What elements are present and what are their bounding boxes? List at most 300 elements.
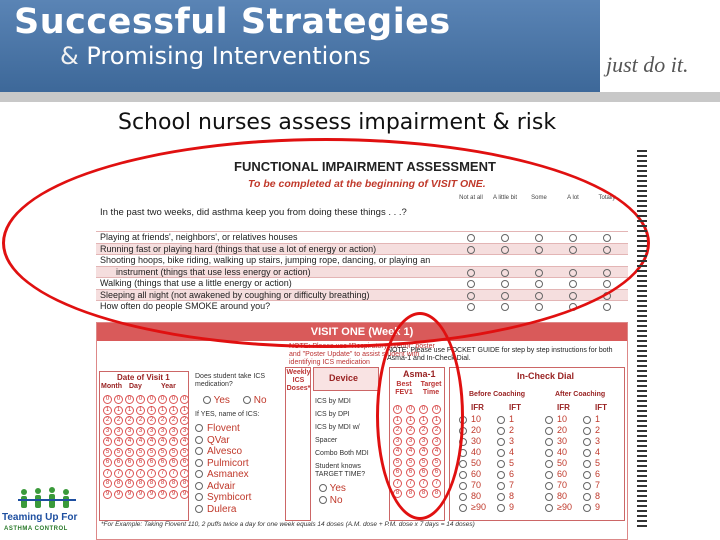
- spiral-ring: [637, 235, 647, 237]
- digit-bubble[interactable]: 3: [406, 437, 415, 446]
- digit-bubble[interactable]: 0: [393, 405, 402, 414]
- dial-value: 50: [557, 458, 568, 468]
- date-col-year: Year: [161, 383, 176, 390]
- dial-value: 50: [471, 458, 482, 468]
- digit-bubble[interactable]: 1: [419, 416, 428, 425]
- incheck-header: In-Check Dial: [517, 371, 575, 381]
- digit-bubble[interactable]: 7: [136, 469, 145, 478]
- ics-no: No: [243, 395, 267, 407]
- dial-value: 6: [509, 469, 515, 479]
- dial-value: 2: [509, 425, 515, 435]
- digit-bubble[interactable]: 6: [136, 458, 145, 467]
- digit-bubble[interactable]: 7: [114, 469, 123, 478]
- digit-bubble[interactable]: 2: [136, 416, 145, 425]
- dial-radio[interactable]: [545, 427, 553, 435]
- spiral-ring: [637, 425, 647, 427]
- ics-radio[interactable]: [195, 447, 203, 455]
- digit-bubble[interactable]: 2: [103, 416, 112, 425]
- dial-value: 60: [471, 469, 482, 479]
- dial-value: 30: [471, 436, 482, 446]
- digit-bubble[interactable]: 0: [158, 395, 167, 404]
- spiral-ring: [637, 435, 647, 437]
- digit-bubble[interactable]: 6: [103, 458, 112, 467]
- digit-bubble[interactable]: 4: [169, 437, 178, 446]
- asma-col-best: Best FEV1: [395, 381, 413, 396]
- digit-bubble[interactable]: 1: [125, 406, 134, 415]
- digit-bubble[interactable]: 8: [136, 479, 145, 488]
- digit-bubble[interactable]: 8: [147, 479, 156, 488]
- dial-radio[interactable]: [583, 460, 591, 468]
- spiral-ring: [637, 525, 647, 527]
- dial-radio[interactable]: [545, 471, 553, 479]
- spiral-ring: [637, 475, 647, 477]
- digit-bubble[interactable]: 2: [406, 426, 415, 435]
- spiral-ring: [637, 465, 647, 467]
- dial-value: 40: [557, 447, 568, 457]
- dial-value: 5: [595, 458, 601, 468]
- dial-radio[interactable]: [545, 438, 553, 446]
- spiral-ring: [637, 240, 647, 242]
- digit-bubble[interactable]: 8: [125, 479, 134, 488]
- digit-bubble[interactable]: 8: [406, 489, 415, 498]
- digit-bubble[interactable]: 0: [432, 405, 441, 414]
- digit-bubble[interactable]: 9: [147, 490, 156, 499]
- dial-radio[interactable]: [583, 449, 591, 457]
- teaming-up-logo: [0, 486, 96, 540]
- fia-row-label: instrument (things that use less energy or action): [116, 266, 311, 277]
- digit-bubble[interactable]: 1: [169, 406, 178, 415]
- dial-value: 6: [595, 469, 601, 479]
- dial-radio[interactable]: [545, 482, 553, 490]
- digit-bubble[interactable]: 8: [114, 479, 123, 488]
- spiral-ring: [637, 350, 647, 352]
- digit-bubble[interactable]: 4: [125, 437, 134, 446]
- spiral-ring: [637, 170, 647, 172]
- dial-value: 8: [595, 491, 601, 501]
- dial-radio[interactable]: [583, 471, 591, 479]
- digit-bubble[interactable]: 2: [158, 416, 167, 425]
- radio-no[interactable]: [243, 396, 251, 404]
- dial-radio[interactable]: [497, 493, 505, 501]
- ics-option: Symbicort: [195, 492, 251, 504]
- digit-bubble[interactable]: 6: [419, 468, 428, 477]
- digit-bubble[interactable]: 0: [125, 395, 134, 404]
- dial-value: ≥90: [471, 502, 486, 512]
- dial-radio[interactable]: [583, 416, 591, 424]
- ics-radio[interactable]: [195, 424, 203, 432]
- digit-bubble[interactable]: 1: [180, 406, 189, 415]
- notebook-spiral: [636, 150, 648, 538]
- ics-radio[interactable]: [195, 470, 203, 478]
- digit-bubble[interactable]: 8: [432, 489, 441, 498]
- fia-title: FUNCTIONAL IMPAIRMENT ASSESSMENT: [234, 159, 496, 174]
- digit-bubble[interactable]: 3: [169, 427, 178, 436]
- dial-value: 20: [471, 425, 482, 435]
- spiral-ring: [637, 260, 647, 262]
- digit-bubble[interactable]: 5: [158, 448, 167, 457]
- date-col-day: Day: [129, 383, 142, 390]
- digit-bubble[interactable]: 3: [158, 427, 167, 436]
- digit-bubble[interactable]: 0: [180, 395, 189, 404]
- spiral-ring: [637, 510, 647, 512]
- digit-bubble[interactable]: 5: [406, 458, 415, 467]
- dial-radio[interactable]: [497, 438, 505, 446]
- weekly-header: Weekly ICS Doses*: [286, 369, 311, 392]
- digit-bubble[interactable]: 8: [103, 479, 112, 488]
- digit-bubble[interactable]: 3: [180, 427, 189, 436]
- ics-question: Does student take ICS medication?: [195, 373, 266, 388]
- digit-bubble[interactable]: 6: [158, 458, 167, 467]
- digit-bubble[interactable]: 6: [406, 468, 415, 477]
- digit-bubble[interactable]: 7: [406, 479, 415, 488]
- spiral-ring: [637, 320, 647, 322]
- visit-note-pocket: NOTE: Please use POCKET GUIDE for step by step instructions for both Asma-1 and In-Check Dial.: [387, 347, 613, 362]
- digit-bubble[interactable]: 9: [136, 490, 145, 499]
- digit-bubble[interactable]: 7: [169, 469, 178, 478]
- spiral-ring: [637, 480, 647, 482]
- digit-bubble[interactable]: 4: [114, 437, 123, 446]
- fia-radio[interactable]: [603, 303, 611, 311]
- digit-bubble[interactable]: 4: [103, 437, 112, 446]
- digit-bubble[interactable]: 2: [419, 426, 428, 435]
- slogan: just do it.: [606, 52, 689, 77]
- dial-radio[interactable]: [583, 438, 591, 446]
- header-banner: [0, 0, 600, 92]
- digit-bubble[interactable]: 6: [114, 458, 123, 467]
- fia-row-label: Sleeping all night (not awakened by coughing or difficulty breathing): [100, 289, 370, 300]
- digit-bubble[interactable]: 8: [393, 489, 402, 498]
- dial-radio[interactable]: [497, 416, 505, 424]
- device-list: [315, 395, 379, 460]
- spiral-ring: [637, 185, 647, 187]
- dial-radio[interactable]: [497, 504, 505, 512]
- digit-bubble[interactable]: 0: [114, 395, 123, 404]
- logo-line2: ASTHMA CONTROL: [4, 526, 68, 532]
- digit-bubble[interactable]: 5: [103, 448, 112, 457]
- fia-row-label: Walking (things that use a little energy or action): [100, 278, 292, 288]
- spiral-ring: [637, 255, 647, 257]
- digit-bubble[interactable]: 1: [103, 406, 112, 415]
- dial-radio[interactable]: [459, 504, 467, 512]
- digit-bubble[interactable]: 4: [180, 437, 189, 446]
- digit-bubble[interactable]: 5: [393, 458, 402, 467]
- spiral-ring: [637, 150, 647, 152]
- dial-radio[interactable]: [583, 482, 591, 490]
- digit-bubble[interactable]: 5: [136, 448, 145, 457]
- digit-bubble[interactable]: 3: [432, 437, 441, 446]
- spiral-ring: [637, 190, 647, 192]
- ics-option: QVar: [195, 435, 251, 447]
- digit-bubble[interactable]: 2: [180, 416, 189, 425]
- digit-bubble[interactable]: 3: [393, 437, 402, 446]
- digit-bubble[interactable]: 8: [419, 489, 428, 498]
- radio-knows-yes[interactable]: [319, 484, 327, 492]
- digit-bubble[interactable]: 0: [147, 395, 156, 404]
- spiral-ring: [637, 500, 647, 502]
- header-amp: &: [60, 42, 79, 70]
- dial-radio[interactable]: [583, 427, 591, 435]
- digit-bubble[interactable]: 4: [147, 437, 156, 446]
- dial-radio[interactable]: [497, 460, 505, 468]
- spiral-ring: [637, 505, 647, 507]
- col-not-at-all: Not at all: [459, 195, 483, 201]
- fia-row-label: Running fast or playing hard (things that use a lot of energy or action): [100, 243, 377, 254]
- spiral-ring: [637, 305, 647, 307]
- digit-bubble[interactable]: 9: [114, 490, 123, 499]
- fia-instruction: To be completed at the beginning of VISIT ONE.: [248, 178, 486, 190]
- dial-radio[interactable]: [545, 493, 553, 501]
- digit-bubble[interactable]: 7: [125, 469, 134, 478]
- spiral-ring: [637, 205, 647, 207]
- spiral-ring: [637, 165, 647, 167]
- digit-bubble[interactable]: 6: [432, 468, 441, 477]
- fia-row-label: Playing at friends', neighbors', or relatives houses: [100, 232, 298, 242]
- digit-bubble[interactable]: 1: [393, 416, 402, 425]
- spiral-ring: [637, 290, 647, 292]
- digit-bubble[interactable]: 1: [147, 406, 156, 415]
- digit-bubble[interactable]: 1: [158, 406, 167, 415]
- digit-bubble[interactable]: 2: [147, 416, 156, 425]
- digit-bubble[interactable]: 4: [393, 447, 402, 456]
- spiral-ring: [637, 330, 647, 332]
- dial-value: 80: [557, 491, 568, 501]
- digit-bubble[interactable]: 6: [169, 458, 178, 467]
- digit-bubble[interactable]: 5: [147, 448, 156, 457]
- digit-bubble[interactable]: 2: [393, 426, 402, 435]
- digit-bubble[interactable]: 0: [419, 405, 428, 414]
- digit-bubble[interactable]: 2: [125, 416, 134, 425]
- spiral-ring: [637, 385, 647, 387]
- col-totally: Totally: [598, 195, 616, 201]
- spiral-ring: [637, 155, 647, 157]
- digit-bubble[interactable]: 9: [180, 490, 189, 499]
- digit-bubble[interactable]: 8: [180, 479, 189, 488]
- device-option[interactable]: ICS by MDI w/ Spacer: [315, 424, 360, 444]
- spiral-ring: [637, 380, 647, 382]
- ift-after: IFT: [595, 403, 607, 412]
- ics-option: Flovent: [195, 423, 251, 435]
- slide-title: School nurses assess impairment & risk: [118, 110, 557, 135]
- digit-bubble[interactable]: 6: [125, 458, 134, 467]
- digit-bubble[interactable]: 6: [393, 468, 402, 477]
- digit-bubble[interactable]: 7: [393, 479, 402, 488]
- dial-value: 5: [509, 458, 515, 468]
- dial-radio[interactable]: [459, 471, 467, 479]
- digit-bubble[interactable]: 3: [136, 427, 145, 436]
- ics-radio[interactable]: [195, 505, 203, 513]
- digit-bubble[interactable]: 3: [103, 427, 112, 436]
- dial-value: 8: [509, 491, 515, 501]
- device-option[interactable]: Combo Both MDI: [315, 450, 369, 457]
- dial-radio[interactable]: [545, 416, 553, 424]
- digit-bubble[interactable]: 4: [432, 447, 441, 456]
- digit-bubble[interactable]: 7: [103, 469, 112, 478]
- digit-bubble[interactable]: 1: [406, 416, 415, 425]
- digit-bubble[interactable]: 7: [147, 469, 156, 478]
- radio-knows-no[interactable]: [319, 496, 327, 504]
- ics-option: Asmanex: [195, 469, 251, 481]
- spiral-ring: [637, 440, 647, 442]
- spiral-ring: [637, 355, 647, 357]
- spiral-ring: [637, 245, 647, 247]
- knows-no: No: [319, 495, 343, 507]
- divider: [0, 92, 720, 102]
- spiral-ring: [637, 430, 647, 432]
- digit-bubble[interactable]: 4: [158, 437, 167, 446]
- spiral-ring: [637, 195, 647, 197]
- dial-value: ≥90: [557, 502, 572, 512]
- visit-one-form: [96, 322, 628, 540]
- digit-bubble[interactable]: 2: [114, 416, 123, 425]
- digit-bubble[interactable]: 7: [158, 469, 167, 478]
- after-coaching: After Coaching: [555, 391, 606, 398]
- digit-bubble[interactable]: 2: [169, 416, 178, 425]
- digit-bubble[interactable]: 5: [169, 448, 178, 457]
- dial-radio[interactable]: [459, 482, 467, 490]
- highlight-oval-asma: [376, 312, 464, 520]
- digit-bubble[interactable]: 0: [169, 395, 178, 404]
- digit-bubble[interactable]: 8: [158, 479, 167, 488]
- digit-bubble[interactable]: 7: [419, 479, 428, 488]
- spiral-ring: [637, 445, 647, 447]
- digit-bubble[interactable]: 1: [114, 406, 123, 415]
- digit-bubble[interactable]: 0: [103, 395, 112, 404]
- digit-bubble[interactable]: 5: [114, 448, 123, 457]
- dial-value: 80: [471, 491, 482, 501]
- spiral-ring: [637, 250, 647, 252]
- ics-radio[interactable]: [195, 436, 203, 444]
- dial-radio[interactable]: [545, 449, 553, 457]
- dial-radio[interactable]: [497, 471, 505, 479]
- spiral-ring: [637, 340, 647, 342]
- digit-bubble[interactable]: 2: [432, 426, 441, 435]
- dial-value: 4: [595, 447, 601, 457]
- dial-value: 60: [557, 469, 568, 479]
- digit-bubble[interactable]: 0: [136, 395, 145, 404]
- ics-radio[interactable]: [195, 459, 203, 467]
- ift-before: IFT: [509, 403, 521, 412]
- ics-radio[interactable]: [195, 482, 203, 490]
- spiral-ring: [637, 370, 647, 372]
- digit-bubble[interactable]: 3: [125, 427, 134, 436]
- digit-bubble[interactable]: 6: [147, 458, 156, 467]
- dial-radio[interactable]: [497, 449, 505, 457]
- radio-yes[interactable]: [203, 396, 211, 404]
- dial-radio[interactable]: [545, 460, 553, 468]
- spiral-ring: [637, 200, 647, 202]
- spiral-ring: [637, 415, 647, 417]
- dial-radio[interactable]: [497, 482, 505, 490]
- spiral-ring: [637, 345, 647, 347]
- spiral-ring: [637, 270, 647, 272]
- spiral-ring: [637, 470, 647, 472]
- before-coaching: Before Coaching: [469, 391, 526, 398]
- ics-radio[interactable]: [195, 493, 203, 501]
- spiral-ring: [637, 410, 647, 412]
- dial-value: 40: [471, 447, 482, 457]
- dial-radio[interactable]: [459, 460, 467, 468]
- dial-radio[interactable]: [459, 493, 467, 501]
- digit-bubble[interactable]: 9: [158, 490, 167, 499]
- spiral-ring: [637, 365, 647, 367]
- digit-bubble[interactable]: 0: [406, 405, 415, 414]
- digit-bubble[interactable]: 4: [406, 447, 415, 456]
- device-option[interactable]: ICS by MDI: [315, 398, 351, 405]
- ics-option: Dulera: [195, 504, 251, 516]
- spiral-ring: [637, 450, 647, 452]
- digit-bubble[interactable]: 9: [169, 490, 178, 499]
- spiral-ring: [637, 395, 647, 397]
- digit-bubble[interactable]: 1: [136, 406, 145, 415]
- knows-yes: Yes: [319, 483, 346, 495]
- spiral-ring: [637, 390, 647, 392]
- dial-radio[interactable]: [545, 504, 553, 512]
- fia-row-label: How often do people SMOKE around you?: [100, 301, 271, 311]
- people-icon: [16, 486, 78, 510]
- col-a-lot: A lot: [567, 195, 579, 201]
- spiral-ring: [637, 460, 647, 462]
- spiral-ring: [637, 220, 647, 222]
- ics-list: [195, 423, 251, 515]
- spiral-ring: [637, 485, 647, 487]
- ifr-before: IFR: [471, 403, 484, 412]
- asma-header: Asma-1: [403, 369, 436, 379]
- digit-bubble[interactable]: 4: [136, 437, 145, 446]
- dial-value: 4: [509, 447, 515, 457]
- spiral-ring: [637, 275, 647, 277]
- digit-bubble[interactable]: 8: [169, 479, 178, 488]
- digit-bubble[interactable]: 7: [432, 479, 441, 488]
- digit-bubble[interactable]: 3: [147, 427, 156, 436]
- dial-radio[interactable]: [583, 504, 591, 512]
- digit-bubble[interactable]: 4: [419, 447, 428, 456]
- dial-value: 10: [557, 414, 568, 424]
- spiral-ring: [637, 285, 647, 287]
- dial-radio[interactable]: [497, 427, 505, 435]
- digit-bubble[interactable]: 5: [125, 448, 134, 457]
- dial-value: 2: [595, 425, 601, 435]
- dial-value: 20: [557, 425, 568, 435]
- ics-option: Alvesco: [195, 446, 251, 458]
- spiral-ring: [637, 280, 647, 282]
- fia-question: In the past two weeks, did asthma keep you from doing these things . . .?: [100, 207, 407, 218]
- spiral-ring: [637, 325, 647, 327]
- spiral-ring: [637, 520, 647, 522]
- dial-value: 70: [557, 480, 568, 490]
- dial-value: 9: [509, 502, 515, 512]
- device-option[interactable]: ICS by DPI: [315, 411, 350, 418]
- dial-value: 3: [509, 436, 515, 446]
- digit-bubble[interactable]: 5: [180, 448, 189, 457]
- spiral-ring: [637, 335, 647, 337]
- digit-bubble[interactable]: 3: [419, 437, 428, 446]
- digit-bubble[interactable]: 6: [180, 458, 189, 467]
- dial-radio[interactable]: [583, 493, 591, 501]
- digit-bubble[interactable]: 5: [432, 458, 441, 467]
- visit-title: VISIT ONE (Week 1): [97, 323, 627, 341]
- spiral-ring: [637, 295, 647, 297]
- digit-bubble[interactable]: 3: [114, 427, 123, 436]
- digit-bubble[interactable]: 1: [432, 416, 441, 425]
- target-knows-header: Student knows TARGET TIME?: [315, 463, 366, 478]
- spiral-ring: [637, 310, 647, 312]
- digit-bubble[interactable]: 7: [180, 469, 189, 478]
- digit-bubble[interactable]: 9: [103, 490, 112, 499]
- dial-value: 70: [471, 480, 482, 490]
- asma-col-target: Target Time: [420, 381, 442, 396]
- digit-bubble[interactable]: 9: [125, 490, 134, 499]
- digit-bubble[interactable]: 5: [419, 458, 428, 467]
